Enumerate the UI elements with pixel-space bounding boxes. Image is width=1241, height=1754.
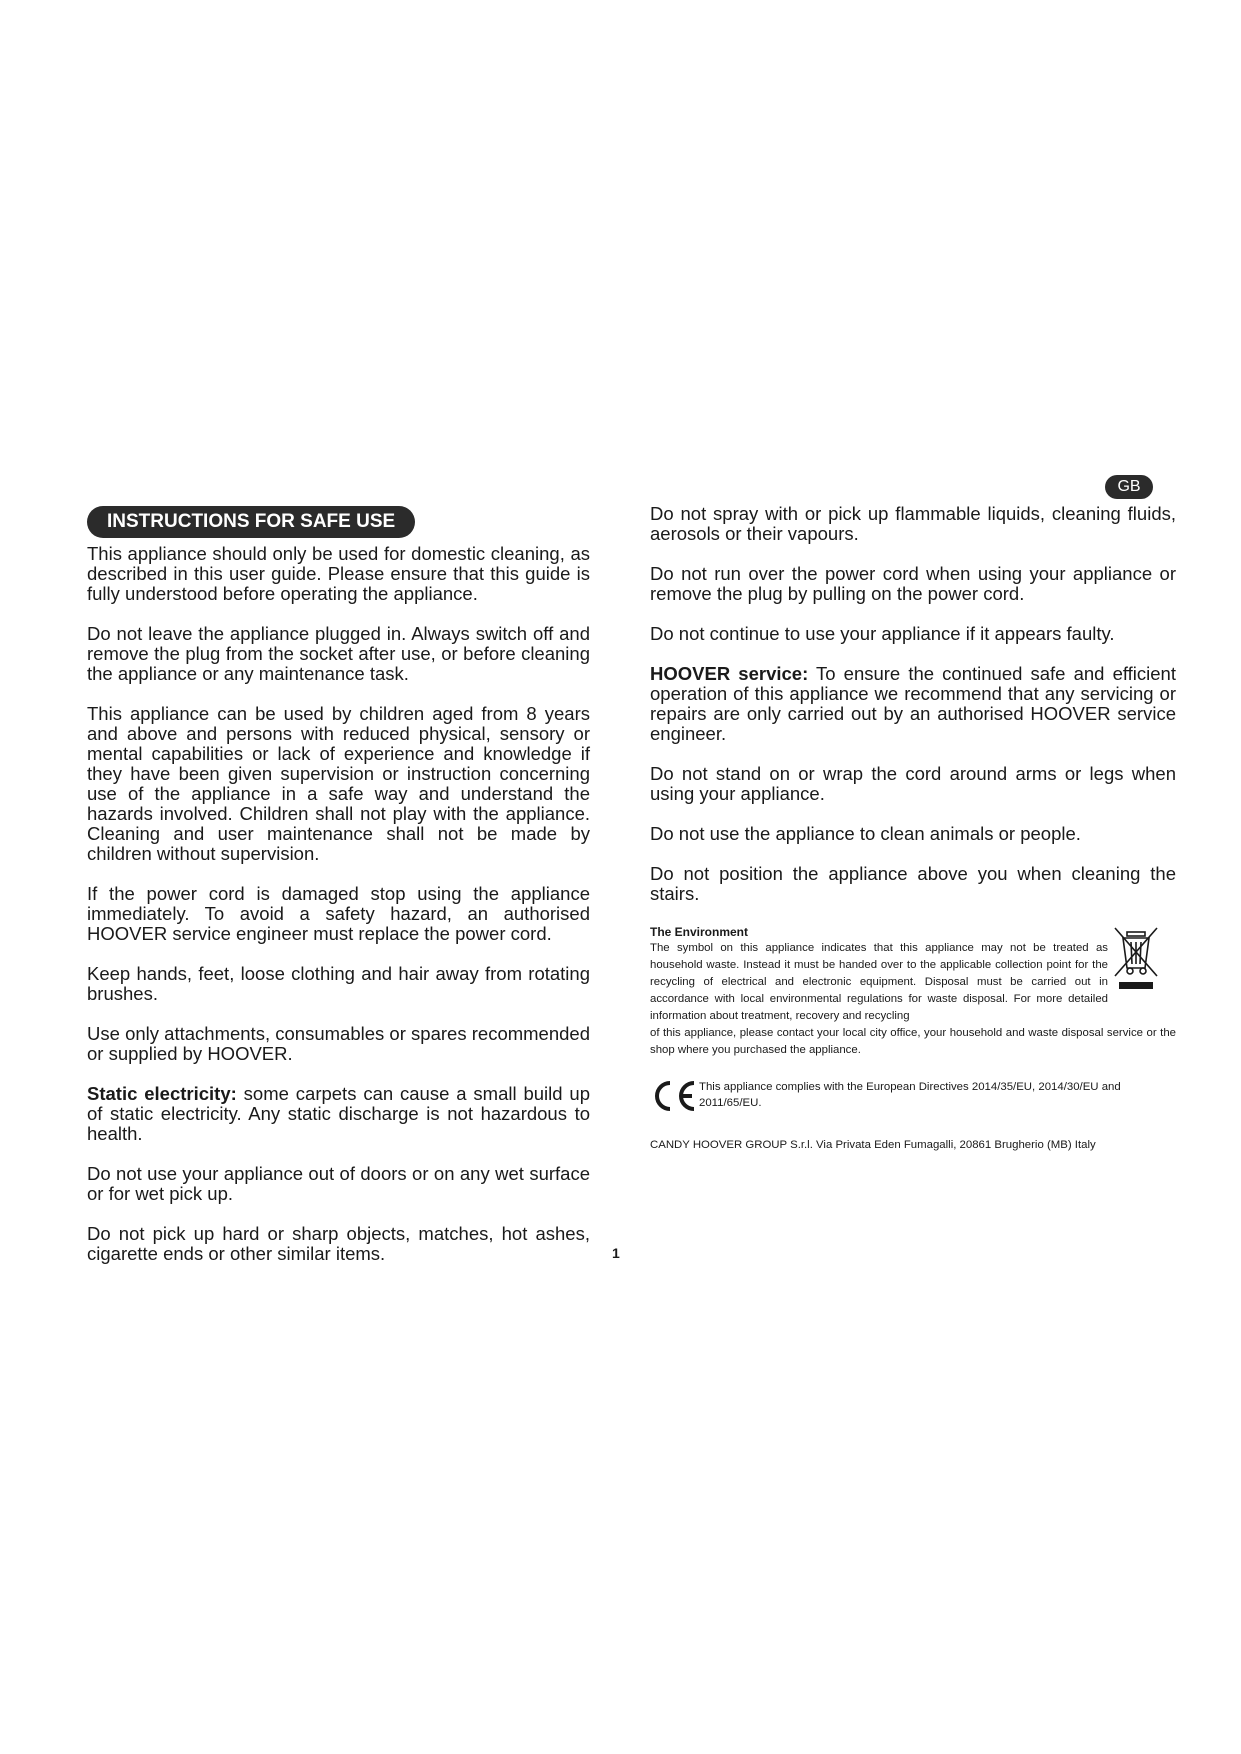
hoover-service-lead: HOOVER service: (650, 663, 809, 684)
paragraph-flammable: Do not spray with or pick up flammable liquids, cleaning fluids, aerosols or their vapours. (650, 503, 1176, 544)
paragraph-attachments: Use only attachments, consumables or spares recommended or supplied by HOOVER. (87, 1023, 590, 1064)
paragraph-run-over-cord: Do not run over the power cord when using your appliance or remove the plug by pulling on the power cord. (650, 563, 1176, 604)
paragraph-animals: Do not use the appliance to clean animals or people. (650, 823, 1081, 844)
paragraph-unplug: Do not leave the appliance plugged in. Always switch off and remove the plug from the socket after use, or before cleaning the appliance or any maintenance task. (87, 623, 590, 684)
environment-text-continued: of this appliance, please contact your local city office, your household and waste disposal service or the shop where you purchased the appliance. (650, 1027, 1176, 1056)
environment-title: The Environment (650, 925, 749, 939)
paragraph-power-cord: If the power cord is damaged stop using the appliance immediately. To avoid a safety hazard, an authorised HOOVER service engineer must replace the power cord. (87, 883, 590, 944)
paragraph-sharp-objects: Do not pick up hard or sharp objects, matches, hot ashes, cigarette ends or other similar items. (87, 1223, 590, 1264)
compliance-text: This appliance complies with the European Directives 2014/35/EU, 2014/30/EU and 2011/65/EU. (699, 1081, 1121, 1109)
left-column (87, 505, 590, 1284)
paragraph-children: This appliance can be used by children aged from 8 years and above and persons with reduced physical, sensory or mental capabilities or lack of experience and knowledge if they have been given supervision or instruction concerning use of the appliance in a safe way and understand the hazards involved. Children shall not play with the appliance. Cleaning and user maintenance shall not be made by children without supervision. (87, 703, 590, 864)
static-electricity-text: some carpets can cause a small build up of static electricity. Any static discharge is not hazardous to health. (87, 1083, 590, 1144)
environment-text: The symbol on this appliance indicates that this appliance may not be treated as household waste. Instead it must be handed over to the applicable collection point for the recycling of electrical and electronic equipment. Disposal must be carried out in accordance with local environmental regulations for waste disposal. For more detailed information about treatment, recovery and recycling (650, 942, 1108, 1022)
paragraph-faulty: Do not continue to use your appliance if it appears faulty. (650, 623, 1115, 644)
crossed-out-wheelie-bin-icon (1113, 924, 1159, 992)
page-number: 1 (612, 1245, 620, 1261)
paragraph-cord-around-arms: Do not stand on or wrap the cord around arms or legs when using your appliance. (650, 763, 1176, 804)
ce-mark-icon (650, 1079, 698, 1113)
compliance-row (650, 1077, 1176, 1117)
paragraph-domestic-use: This appliance should only be used for domestic cleaning, as described in this user guide. Please ensure that this guide is fully understood before operating the appliance. (87, 543, 590, 604)
section-heading: INSTRUCTIONS FOR SAFE USE (87, 506, 415, 538)
paragraph-hoover-service (650, 664, 1176, 744)
static-electricity-lead: Static electricity: (87, 1083, 237, 1104)
hoover-service-text: To ensure the continued safe and efficient operation of this appliance we recommend that any servicing or repairs are only carried out by an authorised HOOVER service engineer. (650, 663, 1176, 744)
paragraph-static-electricity (87, 1084, 590, 1144)
paragraph-rotating-brushes: Keep hands, feet, loose clothing and hair away from rotating brushes. (87, 963, 590, 1004)
paragraph-stairs: Do not position the appliance above you when cleaning the stairs. (650, 863, 1176, 904)
language-badge: GB (1105, 475, 1153, 499)
company-address: CANDY HOOVER GROUP S.r.l. Via Privata Eden Fumagalli, 20861 Brugherio (MB) Italy (650, 1139, 1096, 1151)
paragraph-outdoors: Do not use your appliance out of doors or on any wet surface or for wet pick up. (87, 1163, 590, 1204)
right-column (650, 504, 1176, 1153)
